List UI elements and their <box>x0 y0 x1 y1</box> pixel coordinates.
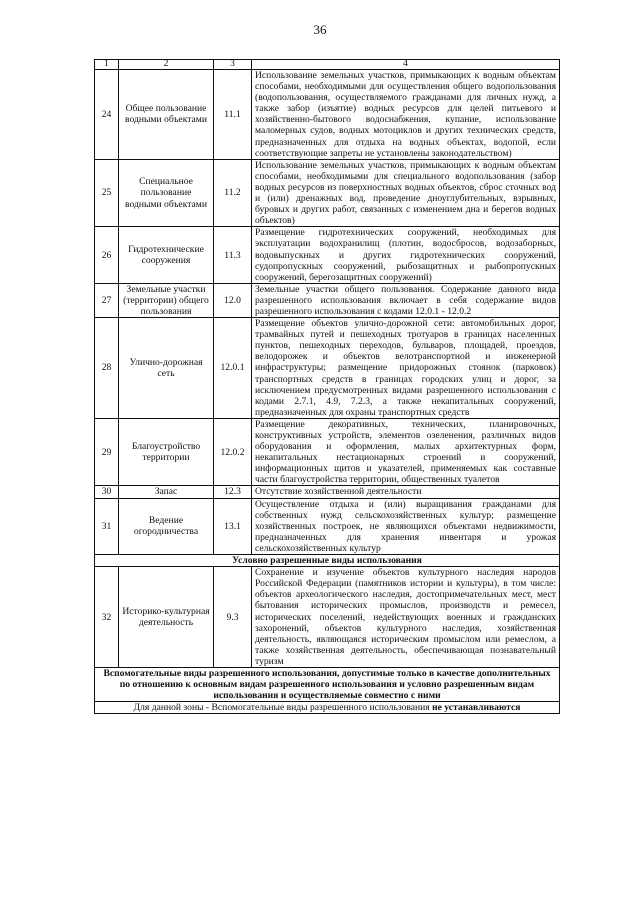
table-row <box>95 227 560 283</box>
use-type-description: Сохранение и изучение объектов культурного наследия народов Российской Федерации (памятников истории и культуры), в том числе: объектов археологического наследия, достопримечательных мест, мест бытования исторических промыслов, производств и ремесел, исторических поселений, недействующих военных и гражданских захоронений, объектов культурного наследия, хозяйственная деятельность, являющаяся историческим промыслом или ремеслом, а также хозяйственная деятельность, обеспечивающая познавательный туризм <box>252 567 560 668</box>
row-number: 27 <box>95 283 119 317</box>
header-cell: 4 <box>252 60 560 70</box>
table-row <box>95 567 560 668</box>
auxiliary-uses-heading: Вспомогательные виды разрешенного использования, допустимые только в качестве дополнительных по отношению к основным видам разрешенного использования и условно разрешенным видам использования и осуществляемые совместно с ними <box>95 667 560 701</box>
table-row <box>95 486 560 498</box>
use-type-code: 11.3 <box>214 227 252 283</box>
row-number: 24 <box>95 70 119 160</box>
table-row <box>95 498 560 554</box>
header-cell: 3 <box>214 60 252 70</box>
row-number: 25 <box>95 159 119 227</box>
use-type-description: Отсутствие хозяйственной деятельности <box>252 486 560 498</box>
use-type-description: Размещение гидротехнических сооружений, необходимых для эксплуатации водохранилищ (плотин, водосбросов, водозаборных, водовыпускных и других гидротехнических сооружений, судопропускных сооружений, рыбозащитных и рыбопропускных сооружений, берегозащитных сооружений) <box>252 227 560 283</box>
conditional-uses-heading: Условно разрешенные виды использования <box>95 555 560 567</box>
table-header-row <box>95 60 560 70</box>
table-row <box>95 159 560 227</box>
page-number: 36 <box>313 22 327 37</box>
use-type-name: Улично-дорожная сеть <box>119 318 214 419</box>
use-type-code: 12.0.1 <box>214 318 252 419</box>
use-type-name: Историко-культурная деятельность <box>119 567 214 668</box>
auxiliary-note-prefix: Для данной зоны - Вспомогательные виды разрешенного использования <box>133 702 433 714</box>
use-type-description: Использование земельных участков, примыкающих к водным объектам способами, необходимыми для осуществления общего водопользования (водопользования, осуществляемого гражданами для личных нужд, а также забор (изъятие) водных ресурсов для целей питьевого и хозяйственно-бытового водоснабжения, купание, использование маломерных судов, водных мотоциклов и других технических средств, предназначенных для отдыха на водных объектах, водопой, если соответствующие запреты не установлены законодательством) <box>252 70 560 160</box>
row-number: 28 <box>95 318 119 419</box>
section-heading-row <box>95 555 560 567</box>
use-type-name: Земельные участки (территории) общего пользования <box>119 283 214 317</box>
use-type-name: Благоустройство территории <box>119 418 214 486</box>
use-type-code: 11.1 <box>214 70 252 160</box>
use-type-name: Запас <box>119 486 214 498</box>
auxiliary-uses-note <box>95 702 560 714</box>
use-type-name: Общее пользование водными объектами <box>119 70 214 160</box>
use-type-code: 12.3 <box>214 486 252 498</box>
row-number: 30 <box>95 486 119 498</box>
use-type-code: 12.0 <box>214 283 252 317</box>
row-number: 31 <box>95 498 119 554</box>
use-type-description: Размещение декоративных, технических, планировочных, конструктивных устройств, элементов озеленения, различных видов оборудования и оформления, малых архитектурных форм, некапитальных нестационарных строений и сооружений, информационных щитов и указателей, применяемых как составные части благоустройства территории, общественных туалетов <box>252 418 560 486</box>
row-number: 32 <box>95 567 119 668</box>
use-type-name: Ведение огородничества <box>119 498 214 554</box>
note-row <box>95 702 560 714</box>
table-row <box>95 318 560 419</box>
row-number: 26 <box>95 227 119 283</box>
table-row <box>95 283 560 317</box>
table-row <box>95 70 560 160</box>
use-type-name: Специальное пользование водными объектами <box>119 159 214 227</box>
header-cell: 1 <box>95 60 119 70</box>
header-cell: 2 <box>119 60 214 70</box>
use-type-code: 12.0.2 <box>214 418 252 486</box>
section-heading-row <box>95 667 560 701</box>
row-number: 29 <box>95 418 119 486</box>
use-type-code: 13.1 <box>214 498 252 554</box>
use-type-description: Использование земельных участков, примыкающих к водным объектам способами, необходимыми для специального водопользования (забор водных ресурсов из поверхностных водных объектов, сброс сточных вод и (или) дренажных вод, проведение дноуглубительных, взрывных, буровых и других работ, связанных с изменением дна и берегов водных объектов) <box>252 159 560 227</box>
land-use-table <box>94 59 560 714</box>
use-type-description: Осуществление отдыха и (или) выращивания гражданами для собственных нужд сельскохозяйственных культур; размещение хозяйственных построек, не являющихся объектами недвижимости, предназначенных для хранения инвентаря и урожая сельскохозяйственных культур <box>252 498 560 554</box>
use-type-code: 11.2 <box>214 159 252 227</box>
auxiliary-note-emphasis: не устанавливаются <box>432 702 521 714</box>
use-type-description: Размещение объектов улично-дорожной сети: автомобильных дорог, трамвайных путей и пешеходных тротуаров в границах населенных пунктов, пешеходных переходов, бульваров, площадей, проездов, велодорожек и объектов велотранспортной и инженерной инфраструктуры; размещение придорожных стоянок (парковок) транспортных средств в границах городских улиц и дорог, за исключением предусмотренных видами разрешенного использования с кодами 2.7.1, 4.9, 7.2.3, а также некапитальных сооружений, предназначенных для охраны транспортных средств <box>252 318 560 419</box>
use-type-name: Гидротехнические сооружения <box>119 227 214 283</box>
use-type-code: 9.3 <box>214 567 252 668</box>
table-row <box>95 418 560 486</box>
use-type-description: Земельные участки общего пользования. Содержание данного вида разрешенного использования включает в себя содержание видов разрешенного использования с кодами 12.0.1 - 12.0.2 <box>252 283 560 317</box>
